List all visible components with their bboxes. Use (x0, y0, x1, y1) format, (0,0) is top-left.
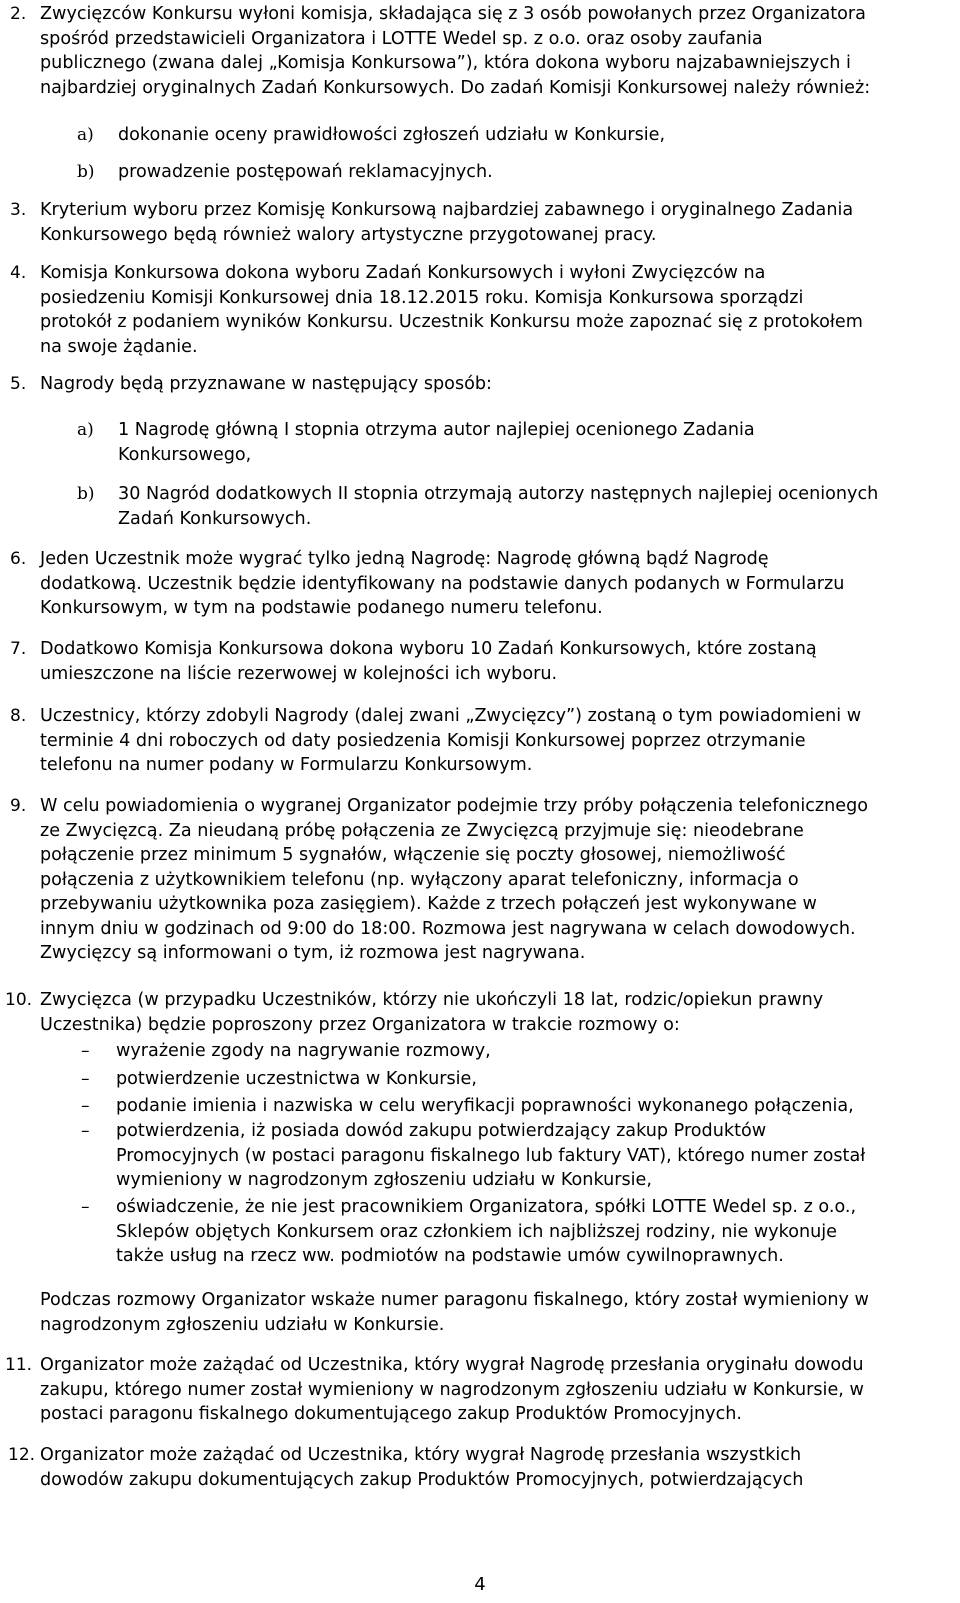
item-text: Organizator może zażądać od Uczestnika, który wygrał Nagrodę przesłania wszystkich dowodów zakupu dokumentujących zakup Produktów Promocyjnych, potwierdzających (40, 1445, 804, 1490)
item-number: 4. (10, 263, 27, 283)
item-text: Nagrody będą przyznawane w następujący sposób: (40, 374, 492, 394)
dash-marker: – (81, 1121, 90, 1141)
dash-marker: – (81, 1041, 90, 1061)
sub-item-letter: a) (77, 125, 94, 145)
bullet-text: potwierdzenia, iż posiada dowód zakupu potwierdzający zakup Produktów Promocyjnych (w postaci paragonu fiskalnego lub faktury VAT), którego numer został wymieniony w nagrodzonym zgłoszeniu udziału w Konkursie, (116, 1121, 866, 1190)
item-text: Uczestnicy, którzy zdobyli Nagrody (dalej zwani „Zwycięzcy”) zostaną o tym powiadomieni w terminie 4 dni roboczych od daty posiedzenia Komisji Konkursowej poprzez otrzymanie telefonu na numer podany w Formularzu Konkursowym. (40, 706, 862, 775)
dash-marker: – (81, 1197, 90, 1217)
item-text: Organizator może zażądać od Uczestnika, który wygrał Nagrodę przesłania oryginału dowodu zakupu, którego numer został wymieniony w nagrodzonym zgłoszeniu udziału w Konkursie, w postaci paragonu fiskalnego dokumentującego zakup Produktów Promocyjnych. (40, 1355, 864, 1424)
bullet-text: wyrażenie zgody na nagrywanie rozmowy, (116, 1041, 491, 1061)
item-number: 2. (10, 4, 27, 24)
item-number: 9. (10, 796, 27, 816)
item-text: Zwycięzców Konkursu wyłoni komisja, składająca się z 3 osób powołanych przez Organizatora spośród przedstawicieli Organizatora i LOTTE Wedel sp. z o.o. oraz osoby zaufania publicznego (zwana dalej „Komisja Konkursowa”), która dokona wyboru najzabawniejszych i najbardziej oryginalnych Zadań Konkursowych. Do zadań Komisji Konkursowej należy również: (40, 4, 871, 98)
item-number: 8. (10, 706, 27, 726)
item-number: 12. (8, 1445, 36, 1465)
sub-item-letter: b) (77, 162, 95, 182)
item-number: 3. (10, 200, 27, 220)
bullet-text: podanie imienia i nazwiska w celu weryfikacji poprawności wykonanego połączenia, (116, 1096, 854, 1116)
item-number: 5. (10, 374, 27, 394)
bullet-text: potwierdzenie uczestnictwa w Konkursie, (116, 1069, 477, 1089)
sub-item-text: dokonanie oceny prawidłowości zgłoszeń udziału w Konkursie, (118, 125, 666, 145)
item-number: 7. (10, 639, 27, 659)
sub-item-text: 30 Nagród dodatkowych II stopnia otrzymają autorzy następnych najlepiej ocenionych Zadań Konkursowych. (118, 484, 879, 529)
bullet-text: oświadczenie, że nie jest pracownikiem Organizatora, spółki LOTTE Wedel sp. z o.o., Sklepów objętych Konkursem oraz członkiem ich najbliższej rodziny, nie wykonuje także usług na rzecz ww. podmiotów na podstawie umów cywilnoprawnych. (116, 1197, 857, 1266)
item-number: 10. (5, 990, 33, 1010)
item-10-closing-paragraph: Podczas rozmowy Organizator wskaże numer paragonu fiskalnego, który został wymieniony w nagrodzonym zgłoszeniu udziału w Konkursie. (40, 1290, 869, 1335)
item-text: Dodatkowo Komisja Konkursowa dokona wyboru 10 Zadań Konkursowych, które zostaną umieszczone na liście rezerwowej w kolejności ich wyboru. (40, 639, 817, 684)
item-text: Kryterium wyboru przez Komisję Konkursową najbardziej zabawnego i oryginalnego Zadania Konkursowego będą również walory artystyczne przygotowanej pracy. (40, 200, 854, 245)
dash-marker: – (81, 1069, 90, 1089)
page-number: 4 (474, 1574, 486, 1595)
item-text: W celu powiadomienia o wygranej Organizator podejmie trzy próby połączenia telefonicznego ze Zwycięzcą. Za nieudaną próbę połączenia ze Zwycięzcą przyjmuje się: nieodebrane połączenie przez minimum 5 sygnałów, włączenie się poczty głosowej, niemożliwość połączenia z użytkownikiem telefonu (np. wyłączony aparat telefoniczny, informacja o przebywaniu użytkownika poza zasięgiem). Każde z trzech połączeń jest wykonywane w innym dniu w godzinach od 9:00 do 18:00. Rozmowa jest nagrywana w celach dowodowych. Zwycięzcy są informowani o tym, iż rozmowa jest nagrywana. (40, 796, 869, 963)
item-text: Komisja Konkursowa dokona wyboru Zadań Konkursowych i wyłoni Zwycięzców na posiedzeniu Komisji Konkursowej dnia 18.12.2015 roku. Komisja Konkursowa sporządzi protokół z podaniem wyników Konkursu. Uczestnik Konkursu może zapoznać się z protokołem na swoje żądanie. (40, 263, 863, 357)
item-number: 6. (10, 549, 27, 569)
sub-item-text: 1 Nagrodę główną I stopnia otrzyma autor najlepiej ocenionego Zadania Konkursowego, (118, 420, 755, 465)
item-text: Jeden Uczestnik może wygrać tylko jedną Nagrodę: Nagrodę główną bądź Nagrodę dodatkową. Uczestnik będzie identyfikowany na podstawie danych podanych w Formularzu Konkursowym, w tym na podstawie podanego numeru telefonu. (40, 549, 845, 618)
item-number: 11. (5, 1355, 33, 1375)
sub-item-letter: b) (77, 484, 95, 504)
sub-item-text: prowadzenie postępowań reklamacyjnych. (118, 162, 493, 182)
sub-item-letter: a) (77, 420, 94, 440)
item-text: Zwycięzca (w przypadku Uczestników, którzy nie ukończyli 18 lat, rodzic/opiekun prawny Uczestnika) będzie poproszony przez Organizatora w trakcie rozmowy o: (40, 990, 824, 1035)
dash-marker: – (81, 1096, 90, 1116)
